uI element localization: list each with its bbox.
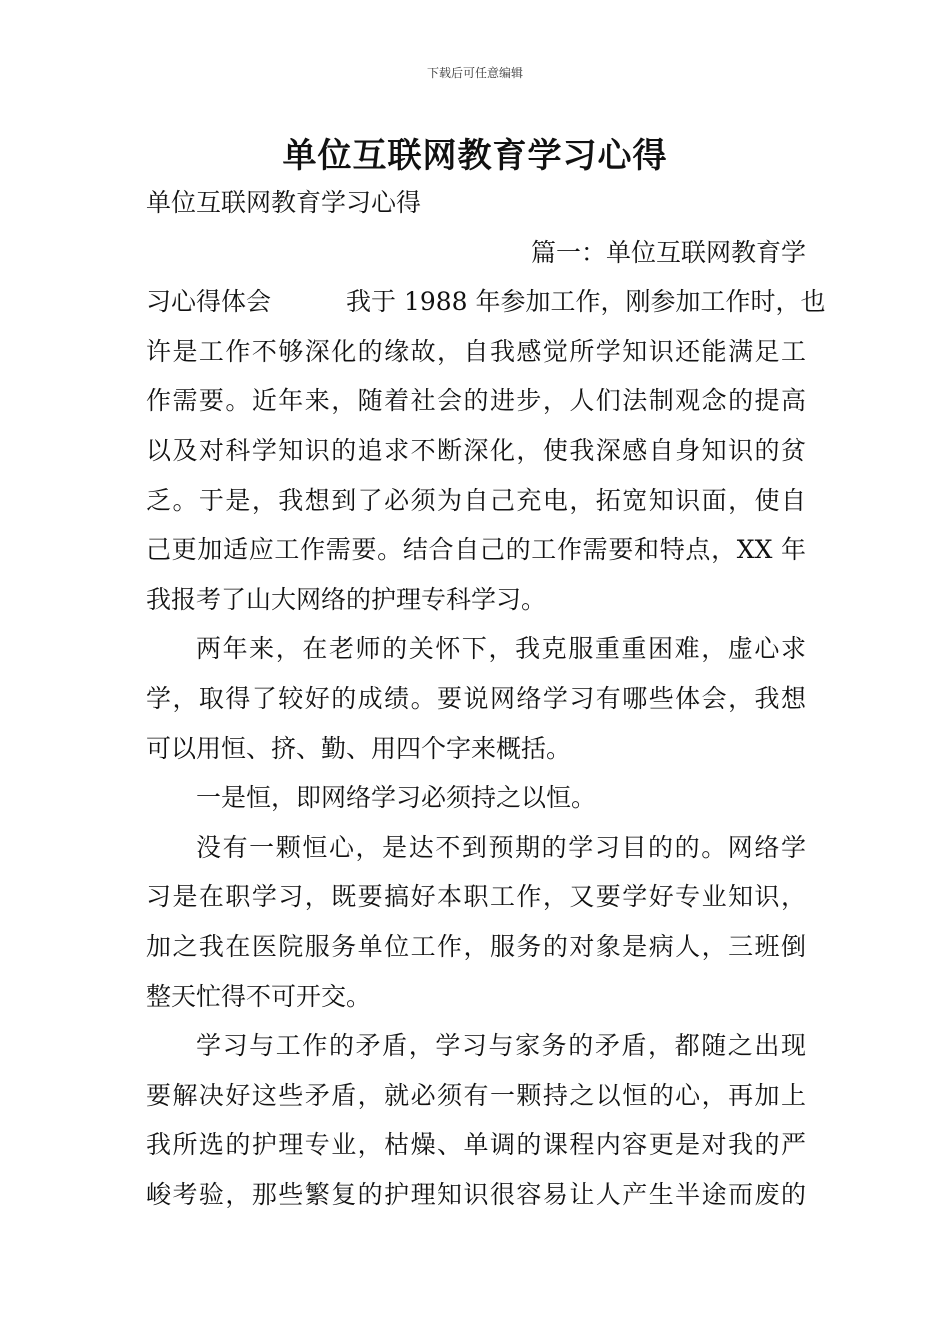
body-line: 两年来，在老师的关怀下，我克服重重困难，虚心求 [196,634,806,664]
document-body [146,178,826,1219]
body-line: 乏。于是，我想到了必须为自己充电，拓宽知识面，使自 [146,485,806,515]
body-line: 我报考了山大网络的护理专科学习。 [146,584,547,614]
body-line: 许是工作不够深化的缘故，自我感觉所学知识还能满足工 [146,336,806,366]
body-line: 单位互联网教育学习心得 [146,188,422,217]
body-line: 以及对科学知识的追求不断深化，使我深感自身知识的贫 [146,435,806,465]
page-header-note: 下载后可任意编辑 [426,66,523,80]
body-line: 可以用恒、挤、勤、用四个字来概括。 [146,733,572,763]
body-line: 习是在职学习，既要搞好本职工作，又要学好专业知识， [146,882,806,912]
body-line: 篇一：单位互联网教育学 [530,237,806,267]
body-line: 没有一颗恒心，是达不到预期的学习目的的。网络学 [196,832,806,862]
body-line: 作需要。近年来，随着社会的进步，人们法制观念的提高 [146,386,806,416]
document-title: 单位互联网教育学习心得 [282,136,668,176]
body-line: 我所选的护理专业，枯燥、单调的课程内容更是对我的严 [146,1130,806,1160]
body-line: 学，取得了较好的成绩。要说网络学习有哪些体会，我想 [146,683,806,713]
body-line: 加之我在医院服务单位工作，服务的对象是病人，三班倒 [146,931,806,961]
body-line: 峻考验，那些繁复的护理知识很容易让人产生半途而废的 [146,1179,806,1209]
body-line: 己更加适应工作需要。结合自己的工作需要和特点，XX 年 [146,535,806,565]
body-line: 学习与工作的矛盾，学习与家务的矛盾，都随之出现 [196,1031,806,1061]
body-line: 整天忙得不可开交。 [146,981,372,1011]
body-line: 一是恒，即网络学习必须持之以恒。 [196,783,597,813]
body-line: 要解决好这些矛盾，就必须有一颗持之以恒的心，再加上 [146,1080,806,1110]
body-line: 习心得体会 我于 1988 年参加工作，刚参加工作时，也 [146,287,826,317]
